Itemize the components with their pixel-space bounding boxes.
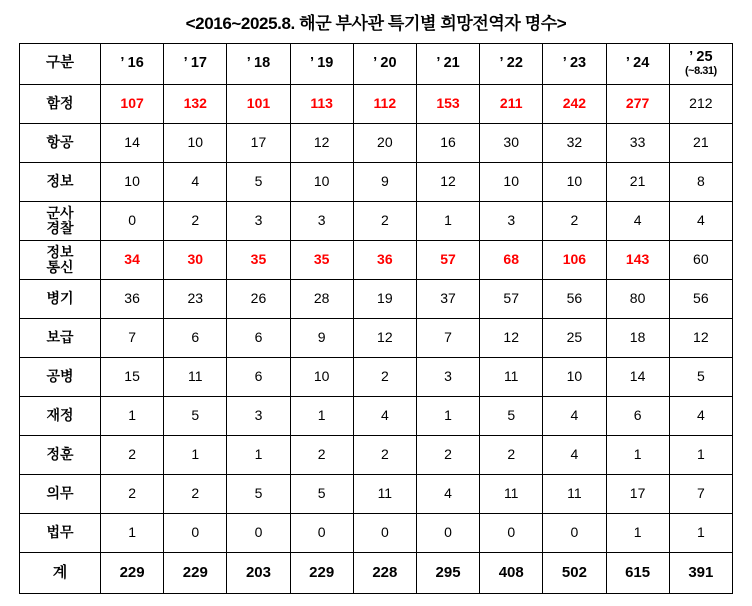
total-cell: 229 (290, 553, 353, 594)
table-row (20, 436, 733, 475)
cell: 33 (606, 124, 669, 163)
table-row (20, 163, 733, 202)
cell: 11 (353, 475, 416, 514)
column-header-2016: ’ 16 (101, 44, 164, 85)
cell: 10 (290, 358, 353, 397)
table-row (20, 124, 733, 163)
cell: 60 (669, 241, 732, 280)
cell: 80 (606, 280, 669, 319)
total-cell: 295 (416, 553, 479, 594)
page-title: <2016~2025.8. 해군 부사관 특기별 희망전역자 명수> (185, 14, 567, 33)
cell: 11 (480, 475, 543, 514)
retirement-statistics-table (19, 43, 733, 594)
cell: 11 (543, 475, 606, 514)
cell: 0 (480, 514, 543, 553)
row-label-beopmu: 법무 (20, 514, 101, 553)
cell: 10 (101, 163, 164, 202)
cell: 4 (669, 202, 732, 241)
column-header-2022: ’ 22 (480, 44, 543, 85)
column-header-2025: ’ 25 (~8.31) (669, 44, 732, 85)
cell: 25 (543, 319, 606, 358)
cell: 17 (606, 475, 669, 514)
cell: 113 (290, 85, 353, 124)
cell: 2 (101, 436, 164, 475)
row-label-jeongbo: 정보 (20, 163, 101, 202)
column-header-2020: ’ 20 (353, 44, 416, 85)
cell: 3 (290, 202, 353, 241)
cell: 34 (101, 241, 164, 280)
row-label-byeonggi: 병기 (20, 280, 101, 319)
cell: 0 (543, 514, 606, 553)
column-header-2023: ’ 23 (543, 44, 606, 85)
cell: 10 (480, 163, 543, 202)
column-header-category: 구분 (20, 44, 101, 85)
cell: 30 (164, 241, 227, 280)
cell: 12 (669, 319, 732, 358)
cell: 4 (543, 436, 606, 475)
cell: 1 (101, 514, 164, 553)
cell: 1 (669, 436, 732, 475)
total-cell: 502 (543, 553, 606, 594)
row-label-jeongbotongsin: 정보 통신 (20, 241, 101, 280)
cell: 112 (353, 85, 416, 124)
row-label-bogeup: 보급 (20, 319, 101, 358)
cell: 18 (606, 319, 669, 358)
cell: 3 (480, 202, 543, 241)
total-cell: 408 (480, 553, 543, 594)
cell: 12 (290, 124, 353, 163)
cell: 6 (606, 397, 669, 436)
cell: 1 (101, 397, 164, 436)
cell: 36 (101, 280, 164, 319)
cell: 3 (227, 202, 290, 241)
cell: 0 (290, 514, 353, 553)
row-label-total: 계 (20, 553, 101, 594)
cell: 2 (353, 202, 416, 241)
table-row (20, 514, 733, 553)
cell: 2 (480, 436, 543, 475)
table-body (20, 85, 733, 594)
row-label-hanggong: 항공 (20, 124, 101, 163)
cell: 132 (164, 85, 227, 124)
total-cell: 229 (164, 553, 227, 594)
cell: 12 (416, 163, 479, 202)
cell: 1 (606, 514, 669, 553)
cell: 2 (543, 202, 606, 241)
cell: 15 (101, 358, 164, 397)
cell: 57 (480, 280, 543, 319)
cell: 12 (353, 319, 416, 358)
cell: 7 (101, 319, 164, 358)
cell: 1 (227, 436, 290, 475)
cell: 7 (669, 475, 732, 514)
cell: 106 (543, 241, 606, 280)
column-header-2025-note: (~8.31) (685, 65, 717, 78)
cell: 56 (543, 280, 606, 319)
cell: 28 (290, 280, 353, 319)
cell: 19 (353, 280, 416, 319)
cell: 20 (353, 124, 416, 163)
cell: 1 (669, 514, 732, 553)
column-header-2019: ’ 19 (290, 44, 353, 85)
cell: 11 (480, 358, 543, 397)
cell: 21 (669, 124, 732, 163)
cell: 4 (416, 475, 479, 514)
column-header-2021: ’ 21 (416, 44, 479, 85)
cell: 26 (227, 280, 290, 319)
cell: 16 (416, 124, 479, 163)
total-cell: 391 (669, 553, 732, 594)
row-label-gunsagyeongchal: 군사 경찰 (20, 202, 101, 241)
cell: 0 (227, 514, 290, 553)
cell: 2 (353, 436, 416, 475)
cell: 21 (606, 163, 669, 202)
row-label-gongbyeong: 공병 (20, 358, 101, 397)
cell: 1 (290, 397, 353, 436)
table-row (20, 319, 733, 358)
cell: 56 (669, 280, 732, 319)
table-row (20, 85, 733, 124)
cell: 1 (416, 397, 479, 436)
cell: 2 (101, 475, 164, 514)
cell: 1 (606, 436, 669, 475)
cell: 10 (164, 124, 227, 163)
cell: 1 (164, 436, 227, 475)
cell: 211 (480, 85, 543, 124)
cell: 3 (227, 397, 290, 436)
cell: 0 (353, 514, 416, 553)
cell: 242 (543, 85, 606, 124)
cell: 35 (290, 241, 353, 280)
cell: 3 (416, 358, 479, 397)
table-row (20, 241, 733, 280)
row-label-uimu: 의무 (20, 475, 101, 514)
cell: 68 (480, 241, 543, 280)
row-label-jaejeong: 재정 (20, 397, 101, 436)
cell: 4 (606, 202, 669, 241)
table-row (20, 475, 733, 514)
table-header-row (20, 44, 733, 85)
cell: 4 (353, 397, 416, 436)
table-header (20, 44, 733, 85)
table-row (20, 202, 733, 241)
column-header-2018: ’ 18 (227, 44, 290, 85)
cell: 5 (164, 397, 227, 436)
cell: 5 (227, 475, 290, 514)
cell: 101 (227, 85, 290, 124)
cell: 4 (669, 397, 732, 436)
cell: 23 (164, 280, 227, 319)
cell: 5 (227, 163, 290, 202)
table-row (20, 397, 733, 436)
cell: 7 (416, 319, 479, 358)
cell: 2 (290, 436, 353, 475)
cell: 277 (606, 85, 669, 124)
cell: 9 (290, 319, 353, 358)
cell: 2 (353, 358, 416, 397)
cell: 12 (480, 319, 543, 358)
cell: 153 (416, 85, 479, 124)
cell: 32 (543, 124, 606, 163)
table-row (20, 358, 733, 397)
table-total-row (20, 553, 733, 594)
cell: 11 (164, 358, 227, 397)
cell: 30 (480, 124, 543, 163)
cell: 5 (669, 358, 732, 397)
cell: 1 (416, 202, 479, 241)
cell: 35 (227, 241, 290, 280)
cell: 212 (669, 85, 732, 124)
cell: 57 (416, 241, 479, 280)
total-cell: 615 (606, 553, 669, 594)
cell: 14 (606, 358, 669, 397)
cell: 2 (164, 202, 227, 241)
cell: 17 (227, 124, 290, 163)
cell: 36 (353, 241, 416, 280)
total-cell: 203 (227, 553, 290, 594)
column-header-2017: ’ 17 (164, 44, 227, 85)
cell: 5 (480, 397, 543, 436)
cell: 0 (164, 514, 227, 553)
table-row (20, 280, 733, 319)
row-label-jeonghun: 정훈 (20, 436, 101, 475)
cell: 0 (416, 514, 479, 553)
cell: 8 (669, 163, 732, 202)
cell: 5 (290, 475, 353, 514)
cell: 143 (606, 241, 669, 280)
cell: 4 (164, 163, 227, 202)
row-label-hamjeong: 함정 (20, 85, 101, 124)
cell: 37 (416, 280, 479, 319)
cell: 107 (101, 85, 164, 124)
cell: 0 (101, 202, 164, 241)
total-cell: 229 (101, 553, 164, 594)
cell: 10 (543, 163, 606, 202)
cell: 6 (227, 358, 290, 397)
cell: 10 (290, 163, 353, 202)
cell: 6 (227, 319, 290, 358)
cell: 14 (101, 124, 164, 163)
cell: 6 (164, 319, 227, 358)
column-header-2024: ’ 24 (606, 44, 669, 85)
cell: 2 (416, 436, 479, 475)
total-cell: 228 (353, 553, 416, 594)
cell: 10 (543, 358, 606, 397)
cell: 9 (353, 163, 416, 202)
cell: 2 (164, 475, 227, 514)
cell: 4 (543, 397, 606, 436)
